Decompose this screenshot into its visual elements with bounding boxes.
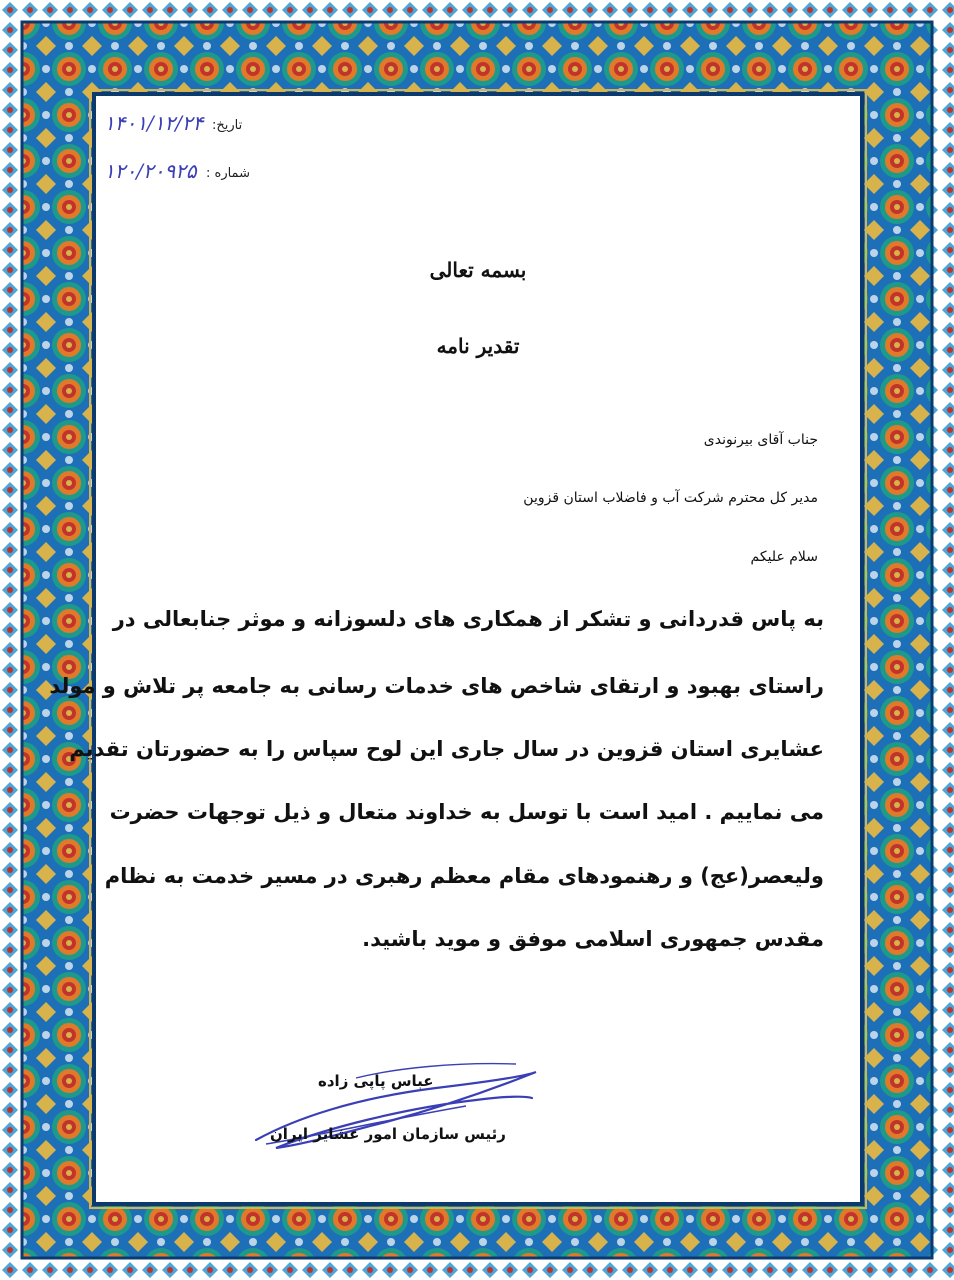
- invocation-title: بسمه تعالی: [429, 258, 527, 282]
- signatory-name: عباس پاپی زاده: [318, 1072, 434, 1090]
- body-line-3: عشایری استان قزوین در سال جاری این لوح سپاس را به حضورتان تقدیم: [69, 737, 824, 761]
- date-value: ۱۴۰۱/۱۲/۲۴: [104, 111, 204, 135]
- body-line-4: می نماییم . امید است با توسل به خداوند متعال و ذیل توجهات حضرت: [109, 800, 824, 824]
- document-title: تقدیر نامه: [436, 334, 520, 358]
- date-label: تاریخ:: [212, 118, 243, 133]
- body-line-2: راستای بهبود و ارتقای شاخص های خدمات رسانی به جامعه پر تلاش و مولد: [49, 674, 824, 698]
- recipient-line-1: جناب آقای بیرنوندی: [703, 432, 818, 448]
- body-line-6: مقدس جمهوری اسلامی موفق و موید باشید.: [362, 927, 824, 951]
- greeting: سلام علیکم: [750, 549, 818, 565]
- signatory-position: رئیس سازمان امور عشایر ایران: [270, 1125, 506, 1143]
- number-label: شماره :: [206, 166, 250, 181]
- recipient-line-2: مدیر کل محترم شرکت آب و فاضلاب استان قزوین: [523, 490, 818, 506]
- body-line-1: به پاس قدردانی و تشکر از همکاری های دلسوزانه و موثر جنابعالی در: [112, 607, 824, 631]
- body-line-5: ولیعصر(عج) و رهنمودهای مقام معظم رهبری در مسیر خدمت به نظام: [104, 864, 824, 888]
- number-value: ۱۲۰/۲۰۹۲۵: [104, 159, 197, 183]
